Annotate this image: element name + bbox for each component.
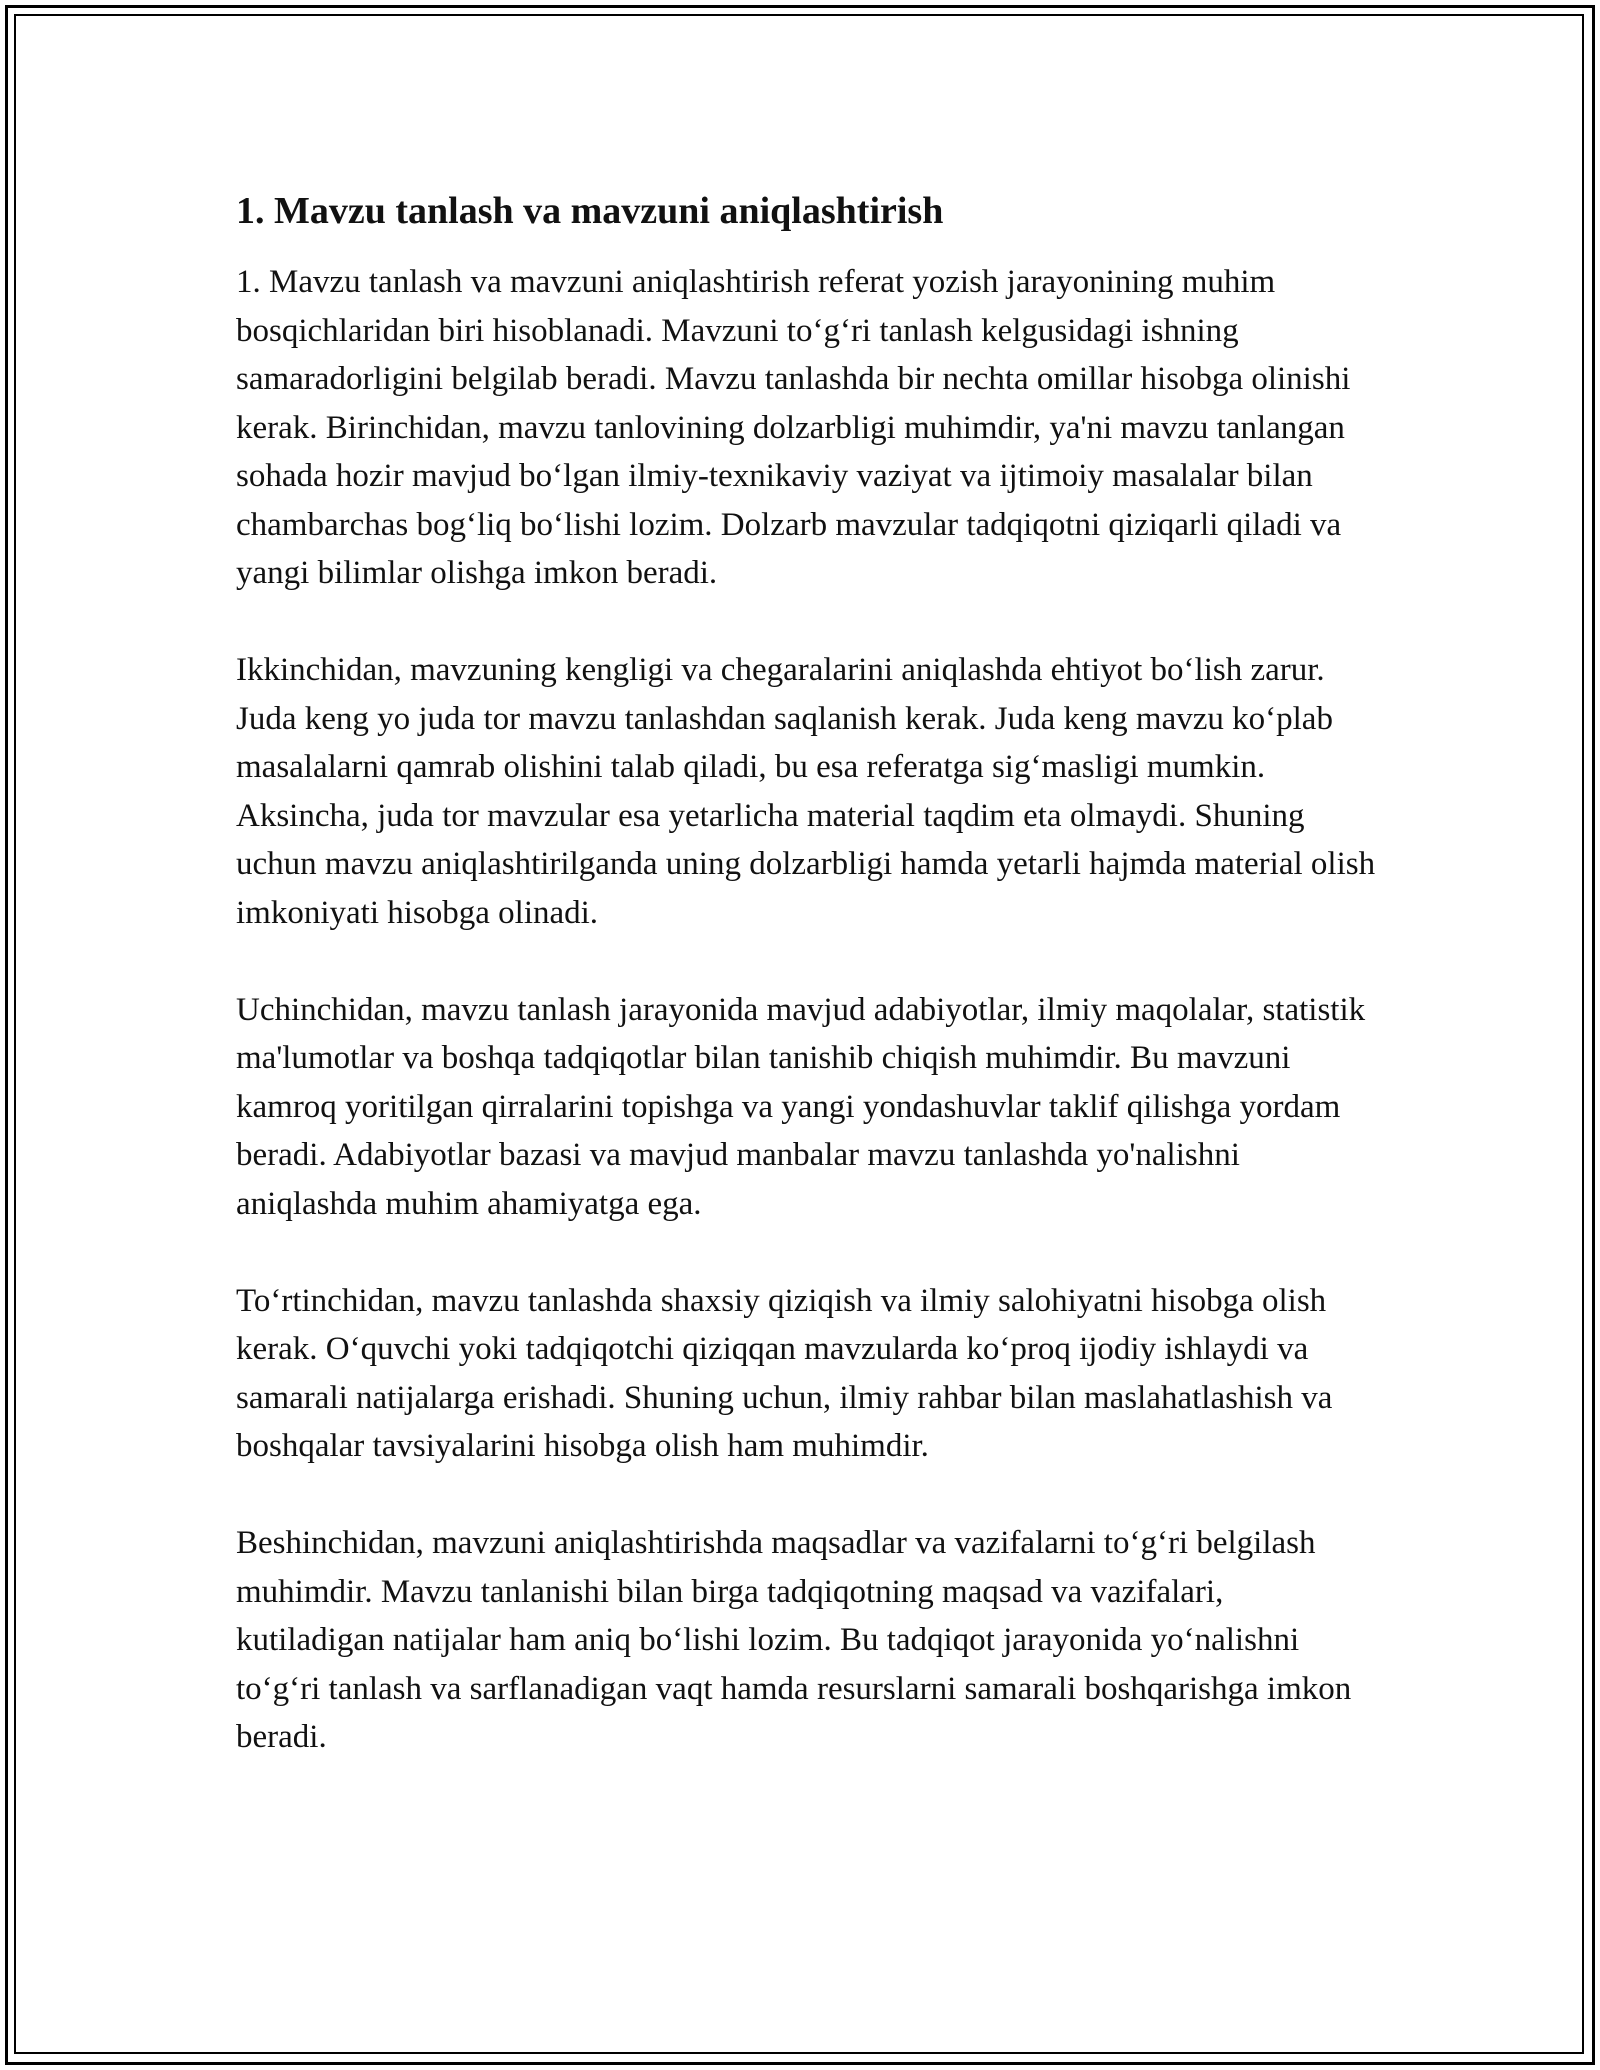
paragraph-2: Ikkinchidan, mavzuning kengligi va chegaralarini aniqlashda ehtiyot bo‘lish zarur. Juda keng yo juda tor mavzu tanlashdan saqlanish kerak. Juda keng mavzu ko‘plab masalalarni qamrab olishini talab qiladi, bu esa referatga sig‘masligi mumkin. Aksincha, juda tor mavzular esa yetarlicha material taqdim eta olmaydi. Shuning uchun mavzu aniqlashtirilganda uning dolzarbligi hamda yetarli hajmda material olish imkoniyati hisobga olinadi. — [236, 652, 1376, 931]
paragraph-5: Beshinchidan, mavzuni aniqlashtirishda maqsadlar va vazifalarni to‘g‘ri belgilash muhimdir. Mavzu tanlanishi bilan birga tadqiqotning maqsad va vazifalari, kutiladigan natijalar ham aniq bo‘lishi lozim. Bu tadqiqot jarayonida yo‘nalishni to‘g‘ri tanlash va sarflanadigan vaqt hamda resurslarni samarali boshqarishga imkon beradi. — [236, 1525, 1352, 1755]
paragraph-4: To‘rtinchidan, mavzu tanlashda shaxsiy qiziqish va ilmiy salohiyatni hisobga olish kerak. O‘quvchi yoki tadqiqotchi qiziqqan mavzularda ko‘proq ijodiy ishlaydi va samarali natijalarga erishadi. Shuning uchun, ilmiy rahbar bilan maslahatlashish va boshqalar tavsiyalarini hisobga olish ham muhimdir. — [236, 1282, 1333, 1464]
section-heading: 1. Mavzu tanlash va mavzuni aniqlashtirish — [236, 190, 944, 232]
paragraph-3: Uchinchidan, mavzu tanlash jarayonida mavjud adabiyotlar, ilmiy maqolalar, statistik ma'lumotlar va boshqa tadqiqotlar bilan tanishib chiqish muhimdir. Bu mavzuni kamroq yoritilgan qirralarini topishga va yangi yondashuvlar taklif qilishga yordam beradi. Adabiyotlar bazasi va mavjud manbalar mavzu tanlashda yo'nalishni aniqlashda muhim ahamiyatga ega. — [236, 991, 1366, 1222]
paragraph-1: 1. Mavzu tanlash va mavzuni aniqlashtirish referat yozish jarayonining muhim bosqichlaridan biri hisoblanadi. Mavzuni to‘g‘ri tanlash kelgusidagi ishning samaradorligini belgilab beradi. Mavzu tanlashda bir nechta omillar hisobga olinishi kerak. Birinchidan, mavzu tanlovining dolzarbligi muhimdir, ya'ni mavzu tanlangan sohada hozir mavjud bo‘lgan ilmiy-texnikaviy vaziyat va ijtimoiy masalalar bilan chambarchas bog‘liq bo‘lishi lozim. Dolzarb mavzular tadqiqotni qiziqarli qiladi va yangi bilimlar olishga imkon beradi. — [236, 264, 1351, 591]
document-body — [236, 186, 1376, 1762]
